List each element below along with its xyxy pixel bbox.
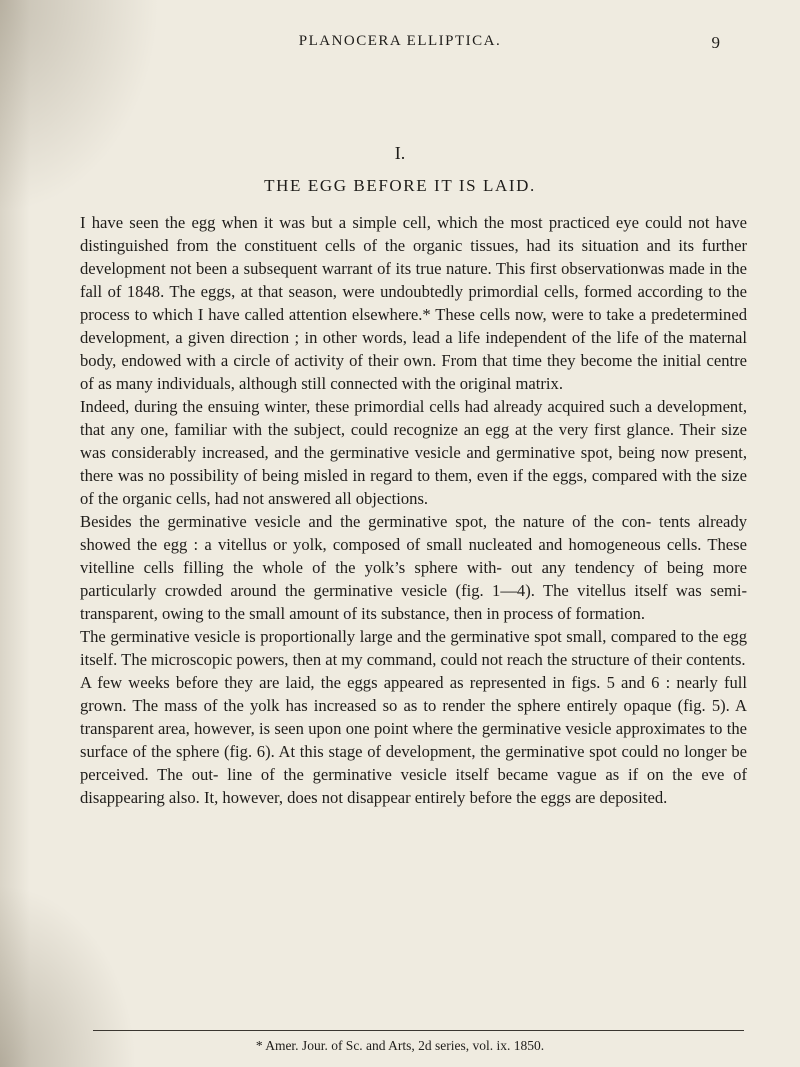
paragraph: Indeed, during the ensuing winter, these primordial cells had already acquired such a development, that any one, familiar with the subject, could recognize an egg at the very first glance. Their size was considerably increased, and the germinative vesicle and germinative spot, being now present, there was no possibility of being misled in regard to them, even if the eggs, compared with the size of the organic cells, had not answered all objections.: [80, 397, 747, 508]
page-number: 9: [711, 33, 720, 52]
paragraph: I have seen the egg when it was but a simple cell, which the most practiced eye could not have distinguished from the constituent cells of the organic tissues, had its situation and its further development not been a subsequent warrant of its true nature. This first observationwas made in the fall of 1848. The eggs, at that season, were undoubtedly primordial cells, formed according to the process to which I have called attention elsewhere.* These cells now, were to take a predetermined development, a given direction ; in other words, lead a life independent of the life of the maternal body, endowed with a circle of activity of their own. From that time they become the initial centre of as many individuals, although still connected with the original matrix.: [80, 213, 747, 393]
paragraph: A few weeks before they are laid, the eggs appeared as represented in figs. 5 and 6 : nearly full grown. The mass of the yolk has increased so as to render the sphere entirely opaque (fig. 5). A transparent area, however, is seen upon one point where the germinative vesicle approximates to the surface of the sphere (fig. 6). At this stage of development, the germinative spot could no longer be perceived. The out- line of the germinative vesicle itself became vague as if on the eve of disappearing also. It, however, does not disappear entirely before the eggs are deposited.: [80, 673, 747, 807]
paragraph: Besides the germinative vesicle and the germinative spot, the nature of the con- tents already showed the egg : a vitellus or yolk, composed of small nucleated and homogeneous cells. These vitelline cells filling the whole of the yolk’s sphere with- out any tendency of being more particularly crowded around the germinative vesicle (fig. 1—4). The vitellus itself was semi-transparent, owing to the small amount of its substance, then in process of formation.: [80, 512, 747, 623]
footnote: * Amer. Jour. of Sc. and Arts, 2d series, vol. ix. 1850.: [255, 1038, 545, 1053]
body-text: [80, 211, 747, 809]
section-title: THE EGG BEFORE IT IS LAID.: [264, 176, 536, 195]
running-head: [0, 33, 800, 55]
running-title: PLANOCERA ELLIPTICA.: [298, 33, 502, 49]
section-number: I.: [394, 143, 406, 163]
footnote-divider: [93, 1030, 744, 1031]
paragraph: The germinative vesicle is proportionally large and the germinative spot small, compared to the egg itself. The microscopic powers, then at my command, could not reach the structure of their contents.: [80, 627, 747, 669]
